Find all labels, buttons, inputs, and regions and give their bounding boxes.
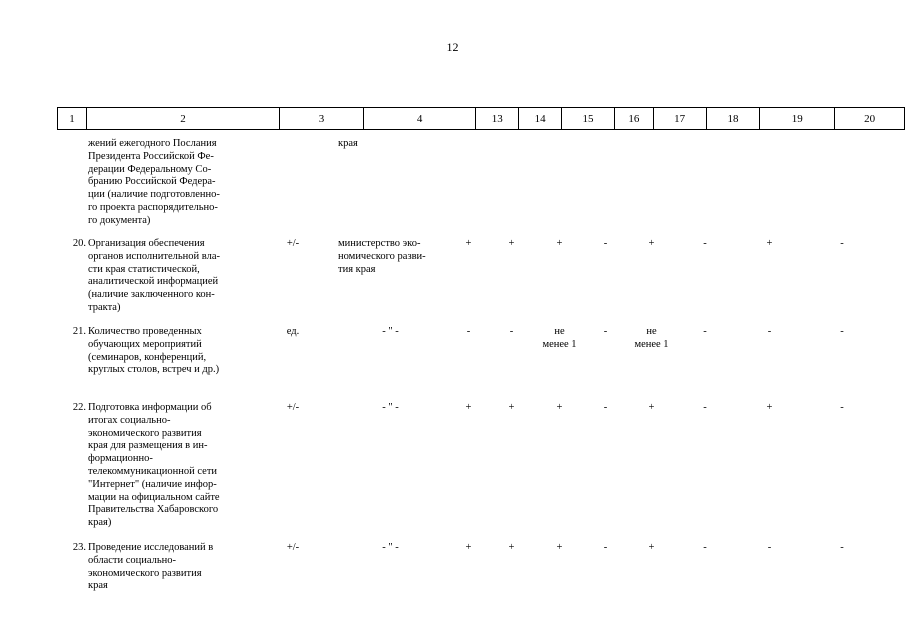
column-header: 3	[280, 108, 364, 130]
indicator-name-line: мации на официальном сайте	[88, 491, 220, 503]
indicator-name-line: сти края статистической,	[88, 263, 200, 275]
row-number: 22.	[72, 402, 86, 413]
value-col-18: -	[703, 238, 707, 249]
value-col-13: +	[465, 402, 472, 413]
indicator-name-line: итогах социально-	[88, 414, 171, 426]
unit-of-measure: +/-	[286, 238, 300, 249]
indicator-name-line: органов исполнительной вла-	[88, 250, 221, 262]
value-col-16: -	[603, 238, 608, 249]
value-col-19: -	[767, 326, 772, 337]
value-line: +	[556, 542, 563, 553]
value-col-15	[533, 402, 586, 415]
value-col-17	[625, 542, 678, 555]
responsible-executor	[334, 326, 447, 339]
value-col-13: -	[466, 326, 471, 337]
indicator-name-line: бранию Российской Федера-	[88, 176, 216, 188]
indicator-name-line: тракта)	[88, 301, 121, 313]
responsible-executor	[334, 238, 447, 276]
column-header: 2	[86, 108, 279, 130]
indicator-name-line: края)	[88, 517, 112, 529]
indicator-name-line: экономического развития	[88, 427, 202, 439]
value-line: не	[554, 326, 565, 337]
responsible-executor	[334, 542, 447, 555]
indicator-name-line: Правительства Хабаровского	[88, 504, 219, 516]
value-col-14: -	[509, 326, 514, 337]
value-col-13: +	[465, 238, 472, 249]
indicator-name-line: экономического развития	[88, 567, 202, 579]
unit-of-measure: +/-	[286, 402, 300, 413]
column-header: 13	[476, 108, 519, 130]
indicator-name-line: жений ежегодного Послания	[88, 138, 217, 149]
indicator-name-line: Организация обеспечения	[88, 238, 205, 249]
value-line: +	[556, 402, 563, 413]
row-number: 21.	[72, 326, 86, 337]
value-col-17	[625, 326, 678, 352]
indicator-name	[88, 326, 250, 377]
column-header: 17	[653, 108, 706, 130]
indicator-name-line: Президента Российской Фе-	[88, 150, 214, 162]
indicator-name-line: (семинаров, конференций,	[88, 351, 207, 363]
indicator-name-line: области социально-	[88, 554, 177, 566]
indicator-name-line: края	[88, 580, 108, 592]
value-col-14: +	[508, 402, 515, 413]
value-col-13: +	[465, 542, 472, 553]
value-col-15	[533, 542, 586, 555]
indicator-name-line: го проекта распорядительно-	[88, 201, 218, 213]
responsible-executor-line: министерство эко-	[338, 238, 421, 249]
value-col-20: -	[840, 238, 844, 249]
indicator-name-line: Проведение исследований в	[88, 542, 214, 553]
value-col-19: +	[766, 238, 773, 249]
column-header: 16	[614, 108, 653, 130]
value-col-15	[533, 238, 586, 251]
indicator-name-line: обучающих мероприятий	[88, 338, 202, 350]
unit-of-measure: +/-	[286, 542, 300, 553]
indicator-name-line: телекоммуникационной сети	[88, 465, 218, 477]
indicator-name-line: края для размещения в ин-	[88, 440, 208, 452]
value-col-16: -	[603, 402, 608, 413]
responsible-executor	[334, 402, 447, 415]
value-col-14: +	[508, 542, 515, 553]
column-header: 19	[760, 108, 835, 130]
responsible-executor-line: - " -	[382, 326, 399, 337]
responsible-executor-line: - " -	[382, 542, 399, 553]
responsible-executor-line: края	[338, 138, 358, 149]
value-col-20: -	[840, 402, 844, 413]
value-col-16: -	[603, 542, 608, 553]
indicator-name	[88, 542, 250, 593]
value-line: +	[648, 402, 655, 413]
indicator-name-line: Подготовка информации об	[88, 402, 212, 413]
indicator-name-line: (наличие заключенного кон-	[88, 289, 215, 301]
column-header: 1	[58, 108, 87, 130]
indicator-name-line: дерации Федеральному Со-	[88, 163, 212, 175]
value-col-17	[625, 238, 678, 251]
page-number: 12	[446, 40, 459, 54]
responsible-executor-line: тия края	[338, 263, 376, 275]
value-col-18: -	[703, 542, 707, 553]
indicator-name	[88, 138, 250, 228]
responsible-executor-line: номического разви-	[338, 250, 426, 262]
value-line: не	[646, 326, 657, 337]
unit-of-measure: ед.	[286, 326, 300, 337]
indicator-name-line: аналитической информацией	[88, 276, 219, 288]
value-col-15	[533, 326, 586, 352]
row-number: 20.	[72, 238, 86, 249]
column-header: 4	[363, 108, 476, 130]
value-col-17	[625, 402, 678, 415]
value-col-18: -	[703, 402, 707, 413]
value-line: +	[648, 542, 655, 553]
value-col-14: +	[508, 238, 515, 249]
indicator-name-line: круглых столов, встреч и др.)	[88, 364, 220, 376]
indicator-name	[88, 238, 250, 315]
indicator-name-line: формационно-	[88, 453, 153, 465]
value-col-16: -	[603, 326, 608, 337]
value-line: менее 1	[542, 338, 577, 350]
column-header: 18	[706, 108, 760, 130]
row-number: 23.	[72, 542, 86, 553]
indicator-name-line: го документа)	[88, 214, 151, 226]
responsible-executor	[334, 138, 447, 151]
indicator-name-line: Количество проведенных	[88, 326, 202, 337]
value-col-18: -	[703, 326, 707, 337]
column-header: 14	[519, 108, 562, 130]
value-line: менее 1	[634, 338, 669, 350]
value-col-20: -	[840, 542, 844, 553]
responsible-executor-line: - " -	[382, 402, 399, 413]
value-line: +	[556, 238, 563, 249]
value-col-19: +	[766, 402, 773, 413]
column-header-row	[58, 108, 905, 130]
indicator-name	[88, 402, 250, 530]
column-header: 15	[562, 108, 615, 130]
column-header: 20	[835, 108, 905, 130]
indicator-name-line: "Интернет" (наличие инфор-	[88, 478, 217, 490]
value-line: +	[648, 238, 655, 249]
value-col-20: -	[840, 326, 844, 337]
column-header-table	[57, 107, 905, 130]
indicator-name-line: ции (наличие подготовленно-	[88, 189, 220, 201]
value-col-19: -	[767, 542, 772, 553]
